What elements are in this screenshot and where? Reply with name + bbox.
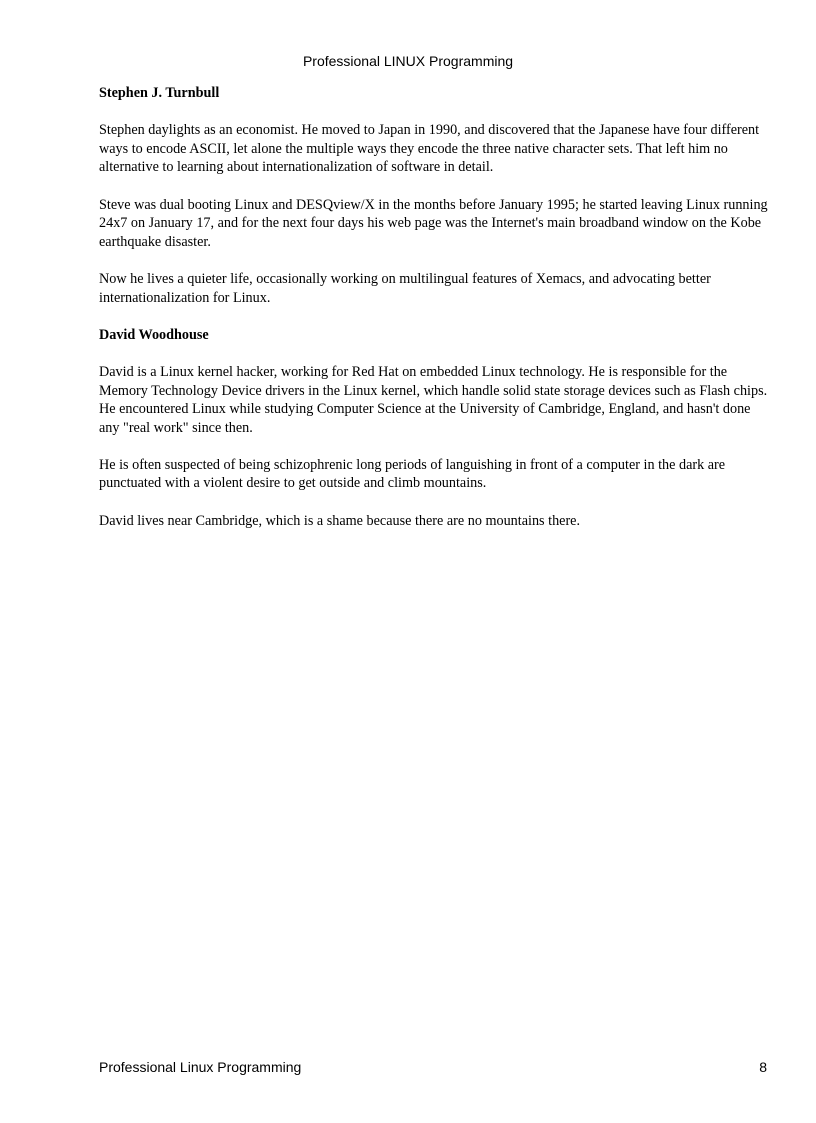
bio-paragraph: David is a Linux kernel hacker, working for Red Hat on embedded Linux technology. He is responsible for the Memory Technology Device drivers in the Linux kernel, which handle solid state storage devices such as Flash chips. He encountered Linux while studying Computer Science at the University of Cambridge, England, and hasn't done any "real work" since then.: [99, 363, 768, 436]
bio-name: David Woodhouse: [99, 326, 209, 343]
page-content: [99, 84, 769, 549]
bio-paragraph: Steve was dual booting Linux and DESQview/X in the months before January 1995; he started leaving Linux running 24x7 on January 17, and for the next four days his web page was the Internet's main broadband window on the Kobe earthquake disaster.: [99, 196, 768, 250]
bio-paragraph: He is often suspected of being schizophrenic long periods of languishing in front of a computer in the dark are punctuated with a violent desire to get outside and climb mountains.: [99, 456, 726, 492]
bio-paragraph: Stephen daylights as an economist. He moved to Japan in 1990, and discovered that the Japanese have four different ways to encode ASCII, let alone the multiple ways they encode the three native character sets. That left him no alternative to learning about internationalization of software in detail.: [99, 122, 760, 176]
footer-title: Professional Linux Programming: [99, 1059, 302, 1075]
running-header: Professional LINUX Programming: [302, 53, 514, 69]
page-number: 8: [759, 1059, 767, 1075]
bio-section: [99, 326, 769, 531]
bio-name: Stephen J. Turnbull: [99, 85, 220, 101]
bio-paragraph: David lives near Cambridge, which is a shame because there are no mountains there.: [99, 512, 581, 529]
bio-section: [99, 84, 769, 307]
bio-paragraph: Now he lives a quieter life, occasionally working on multilingual features of Xemacs, and advocating better internationalization for Linux.: [99, 270, 711, 306]
